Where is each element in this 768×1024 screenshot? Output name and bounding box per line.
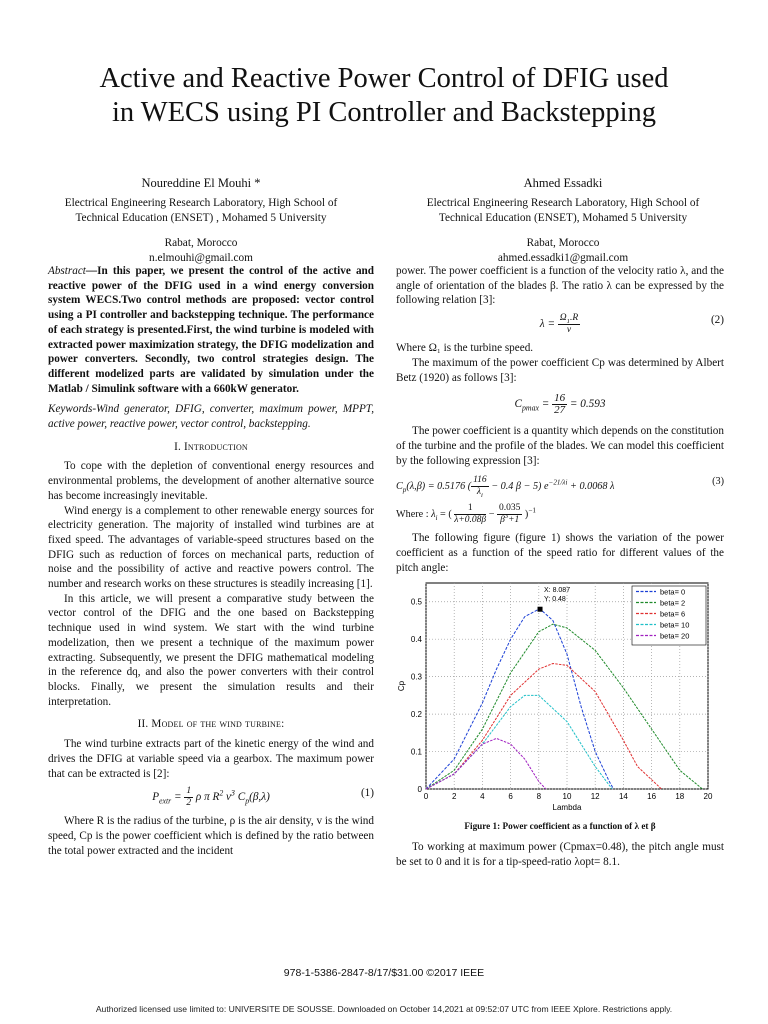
author-affiliation: Technical Education (ENSET), Mohamed 5 University: [438, 212, 688, 224]
equation-betz: $C_{pmax}$ = $\frac{16}{27}$ = 0.593: [514, 392, 606, 417]
x-tick-label: 4: [480, 792, 485, 802]
y-tick-label: 0.2: [410, 710, 422, 720]
paragraph: power. The power coefficient is a function of the velocity ratio λ, and the angle of orientation of the blades β. The ratio λ can be expressed by the following relation [3]:: [396, 265, 724, 307]
paragraph: To cope with the depletion of conventional energy resources and environmental problems, the development of another alternative source has become increasingly inevitable.: [48, 460, 374, 502]
x-tick-label: 0: [423, 792, 429, 802]
paragraph: The maximum of the power coefficient Cp was determined by Albert Betz (1920) as follows [3]:: [396, 356, 724, 384]
author-affiliation: Technical Education (ENSET) , Mohamed 5 University: [75, 212, 327, 224]
equation-number: (1): [360, 787, 374, 800]
paragraph: The following figure (figure 1) shows the variation of the power coefficient as a function of the speed ratio for different values of the pitch angle:: [396, 532, 724, 574]
abstract: [48, 264, 374, 396]
author-block-1: [36, 176, 366, 267]
paper-title: [40, 62, 728, 130]
cp-lambda-chart: [392, 579, 722, 815]
paragraph: The power coefficient is a quantity which depends on the constitution of the turbine and the profile of the blades. We can model this coefficient by the following expression [3]:: [396, 425, 724, 467]
legend-label: beta= 20: [660, 631, 690, 641]
right-column: [396, 264, 724, 870]
paragraph: Where R is the radius of the turbine, ρ is the air density, v is the wind speed, Cp is the power coefficient which is defined by the ratio between the total power extracted and the incident: [48, 815, 374, 857]
footer-isbn: 978-1-5386-2847-8/17/$31.00 ©2017 IEEE: [283, 967, 485, 979]
figure-caption: Figure 1: Power coefficient as a function of λ et β: [464, 821, 656, 832]
legend-label: beta= 6: [660, 609, 686, 619]
equation-3: $C_p(\lambda,\beta) = 0.5176$ ( $\frac{116}{\lambda_i}$ − 0.4 β − 5) $e^{-21/\lambda i} + 0.0068$ λ (3): [396, 475, 724, 500]
keywords: Keywords-Wind generator, DFIG, converter, maximum power, MPPT, active power, reactive power, vector control, backstepping.: [48, 403, 374, 431]
x-tick-label: 6: [508, 792, 513, 802]
author-email: n.elmouhi@gmail.com: [149, 252, 253, 264]
paragraph: In this article, we will present a comparative study between the vector control of the DFIG and the one based on Backstepping technique used in wind system. We start with the wind turbine modelization, then we present a technique of the maximum power extracting. Subsequently, we present the DFIG mathematical modeling in the reference dq, and also the power converters with their control blocks. Finally, we present the simulation results and their interpretation.: [48, 592, 374, 708]
author-block-2: [398, 176, 728, 267]
max-point-marker: [538, 607, 543, 612]
x-tick-label: 18: [675, 792, 685, 802]
title-line-1: Active and Reactive Power Control of DFIG used: [99, 63, 669, 94]
equation-1: $P_{extr}$ = $\frac{1}{2}$ ρ π $R^2$ $v^3$ $C_p(\beta,\lambda)$ (1): [152, 786, 374, 809]
author-city: Rabat, Morocco: [164, 236, 238, 249]
paragraph: The wind turbine extracts part of the kinetic energy of the wind and drives the DFIG at variable speed via a gearbox. The maximum power that can be extracted is [2]:: [48, 738, 374, 780]
section-heading: II. Model of the wind turbine:: [137, 718, 285, 731]
paragraph: To working at maximum power (Cpmax=0.48), the pitch angle must be set to 0 and it is for a tip-speed-ratio λopt= 8.1.: [396, 841, 724, 868]
y-tick-label: 0.3: [410, 673, 422, 683]
equation-number: (2): [710, 314, 724, 327]
author-affiliation: Electrical Engineering Research Laboratory, High School of: [426, 196, 700, 209]
x-tick-label: 10: [562, 792, 572, 802]
x-tick-label: 12: [590, 792, 600, 802]
left-column: [48, 264, 374, 858]
y-tick-label: 0.1: [410, 747, 422, 757]
section-heading: I. Introduction: [174, 440, 248, 453]
y-tick-label: 0.5: [410, 598, 422, 608]
author-name: Ahmed Essadki: [523, 176, 603, 190]
x-tick-label: 2: [451, 792, 457, 802]
legend-label: beta= 10: [660, 620, 690, 630]
x-tick-label: 16: [647, 792, 657, 802]
author-city: Rabat, Morocco: [526, 236, 600, 249]
x-tick-label: 20: [703, 792, 713, 802]
title-line-2: in WECS using PI Controller and Backstepping: [111, 97, 657, 128]
abstract-text: —In this paper, we present the control of the active and reactive power of the DFIG used in a wind energy conversion system WECS.Two control methods are proposed: vector control using a PI controller and backstepping technique. The performance of each strategy is presented.First, the wind turbine is modeled with extracted power maximization strategy, the DFIG modelization and power converters. Secondly, two control strategies design. The different modelized parts are validated by simulation under the Matlab / Simulink software with a 660kW generator.: [48, 265, 374, 395]
author-email: ahmed.essadki1@gmail.com: [497, 252, 629, 264]
y-axis-label: Cp: [397, 681, 406, 692]
equation-2: λ = $\frac{\Omega_1.R}{v}$ (2): [539, 313, 724, 336]
paragraph: Wind energy is a complement to other renewable energy sources for electricity generation. The majority of installed wind turbines are at fixed speed. The advantages of variable-speed structures based on the DFIG such as reduction of forces on mechanical parts, reduction of noise and the possibility of active and reactive powers control. The number and research works on these structures is steadily increasing [1].: [48, 504, 374, 591]
legend-label: beta= 2: [660, 598, 686, 608]
x-tick-label: 14: [618, 792, 628, 802]
legend-label: beta= 0: [660, 587, 686, 597]
datatip-x-label: X: 8.087: [544, 587, 571, 595]
equation-number: (3): [712, 476, 724, 488]
paragraph: Where Ω₁ is the turbine speed.: [396, 342, 534, 355]
abstract-label: Abstract: [48, 265, 86, 277]
x-tick-label: 8: [536, 792, 542, 802]
footer-license: Authorized licensed use limited to: UNIVERSITE DE SOUSSE. Downloaded on October 14,2021 at 09:52:07 UTC from IEEE Xplore. Restrictions apply.: [95, 1004, 673, 1014]
author-name: Noureddine El Mouhi *: [141, 176, 261, 190]
y-tick-label: 0: [417, 785, 422, 795]
datatip-y-label: Y: 0.48: [544, 596, 566, 604]
x-axis-label: Lambda: [552, 803, 582, 813]
y-tick-label: 0.4: [410, 635, 422, 645]
author-affiliation: Electrical Engineering Research Laboratory, High School of: [64, 196, 338, 209]
equation-lambda-i: Where : $\lambda_i$ = ( $\frac{1}{\lambda+0.08\beta}$ − $\frac{0.035}{\beta^3+1}$ )$^{-1}$: [396, 503, 536, 526]
